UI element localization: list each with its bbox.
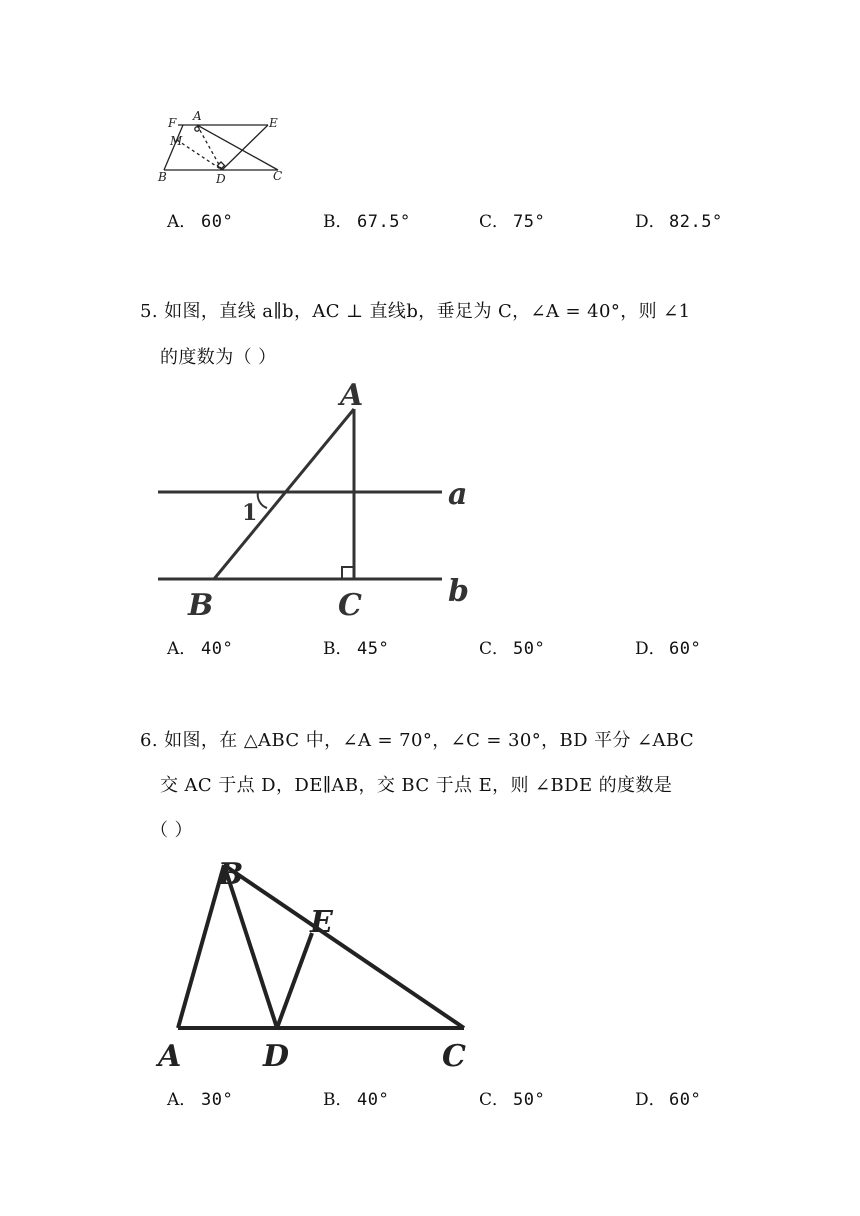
q6-label-C: C [442,1039,466,1074]
q5-figure [150,378,480,623]
q6-option-d[interactable]: D． 60° [635,1090,702,1110]
q6-option-b[interactable]: B． 40° [323,1090,390,1110]
q5-stem-line2: 的度数为（ ） [160,347,277,368]
q5-option-c[interactable]: C． 50° [479,639,546,659]
q4-label-B: B [158,170,167,184]
q6-options [167,1085,767,1113]
q6-label-E: E [310,905,333,940]
q6-stem-line2: 交 AC 于点 D，DE∥AB，交 BC 于点 E，则 ∠BDE 的度数是 [160,775,673,796]
q4-label-E: E [269,116,278,130]
q4-label-D: D [216,172,226,186]
q4-label-M: M [170,134,183,148]
q6-label-B: B [218,857,244,892]
q5-option-a[interactable]: A． 40° [167,639,234,659]
q4-figure [150,105,300,190]
q4-label-F: F [168,116,177,130]
q5-label-C: C [338,588,362,623]
q4-options [167,207,767,235]
q6-stem-line3: （ ） [150,820,193,841]
q5-label-a: a [448,477,468,512]
q6-option-c[interactable]: C． 50° [479,1090,546,1110]
q5-label-A: A [340,378,364,413]
q4-label-C: C [273,169,283,183]
q5-options [167,634,767,662]
q6-option-a[interactable]: A． 30° [167,1090,234,1110]
q5-label-b: b [448,574,469,609]
q5-option-b[interactable]: B． 45° [323,639,390,659]
q6-label-A: A [158,1039,182,1074]
q6-stem-line1: 6. 如图，在 △ABC 中，∠A = 70°，∠C = 30°，BD 平分 ∠ABC [140,730,695,751]
q5-stem-line1: 5. 如图，直线 a∥b，AC ⊥ 直线b，垂足为 C，∠A = 40°，则 ∠1 [140,301,691,322]
q5-option-d[interactable]: D． 60° [635,639,702,659]
q4-label-A: A [193,109,202,123]
q6-label-D: D [263,1039,290,1074]
q4-option-d[interactable]: D． 82.5° [635,212,723,232]
q5-label-B: B [188,588,214,623]
q4-option-a[interactable]: A． 60° [167,212,234,232]
q4-option-c[interactable]: C． 75° [479,212,546,232]
q5-label-1: 1 [242,500,258,526]
q4-option-b[interactable]: B． 67.5° [323,212,411,232]
q6-figure [150,852,490,1077]
